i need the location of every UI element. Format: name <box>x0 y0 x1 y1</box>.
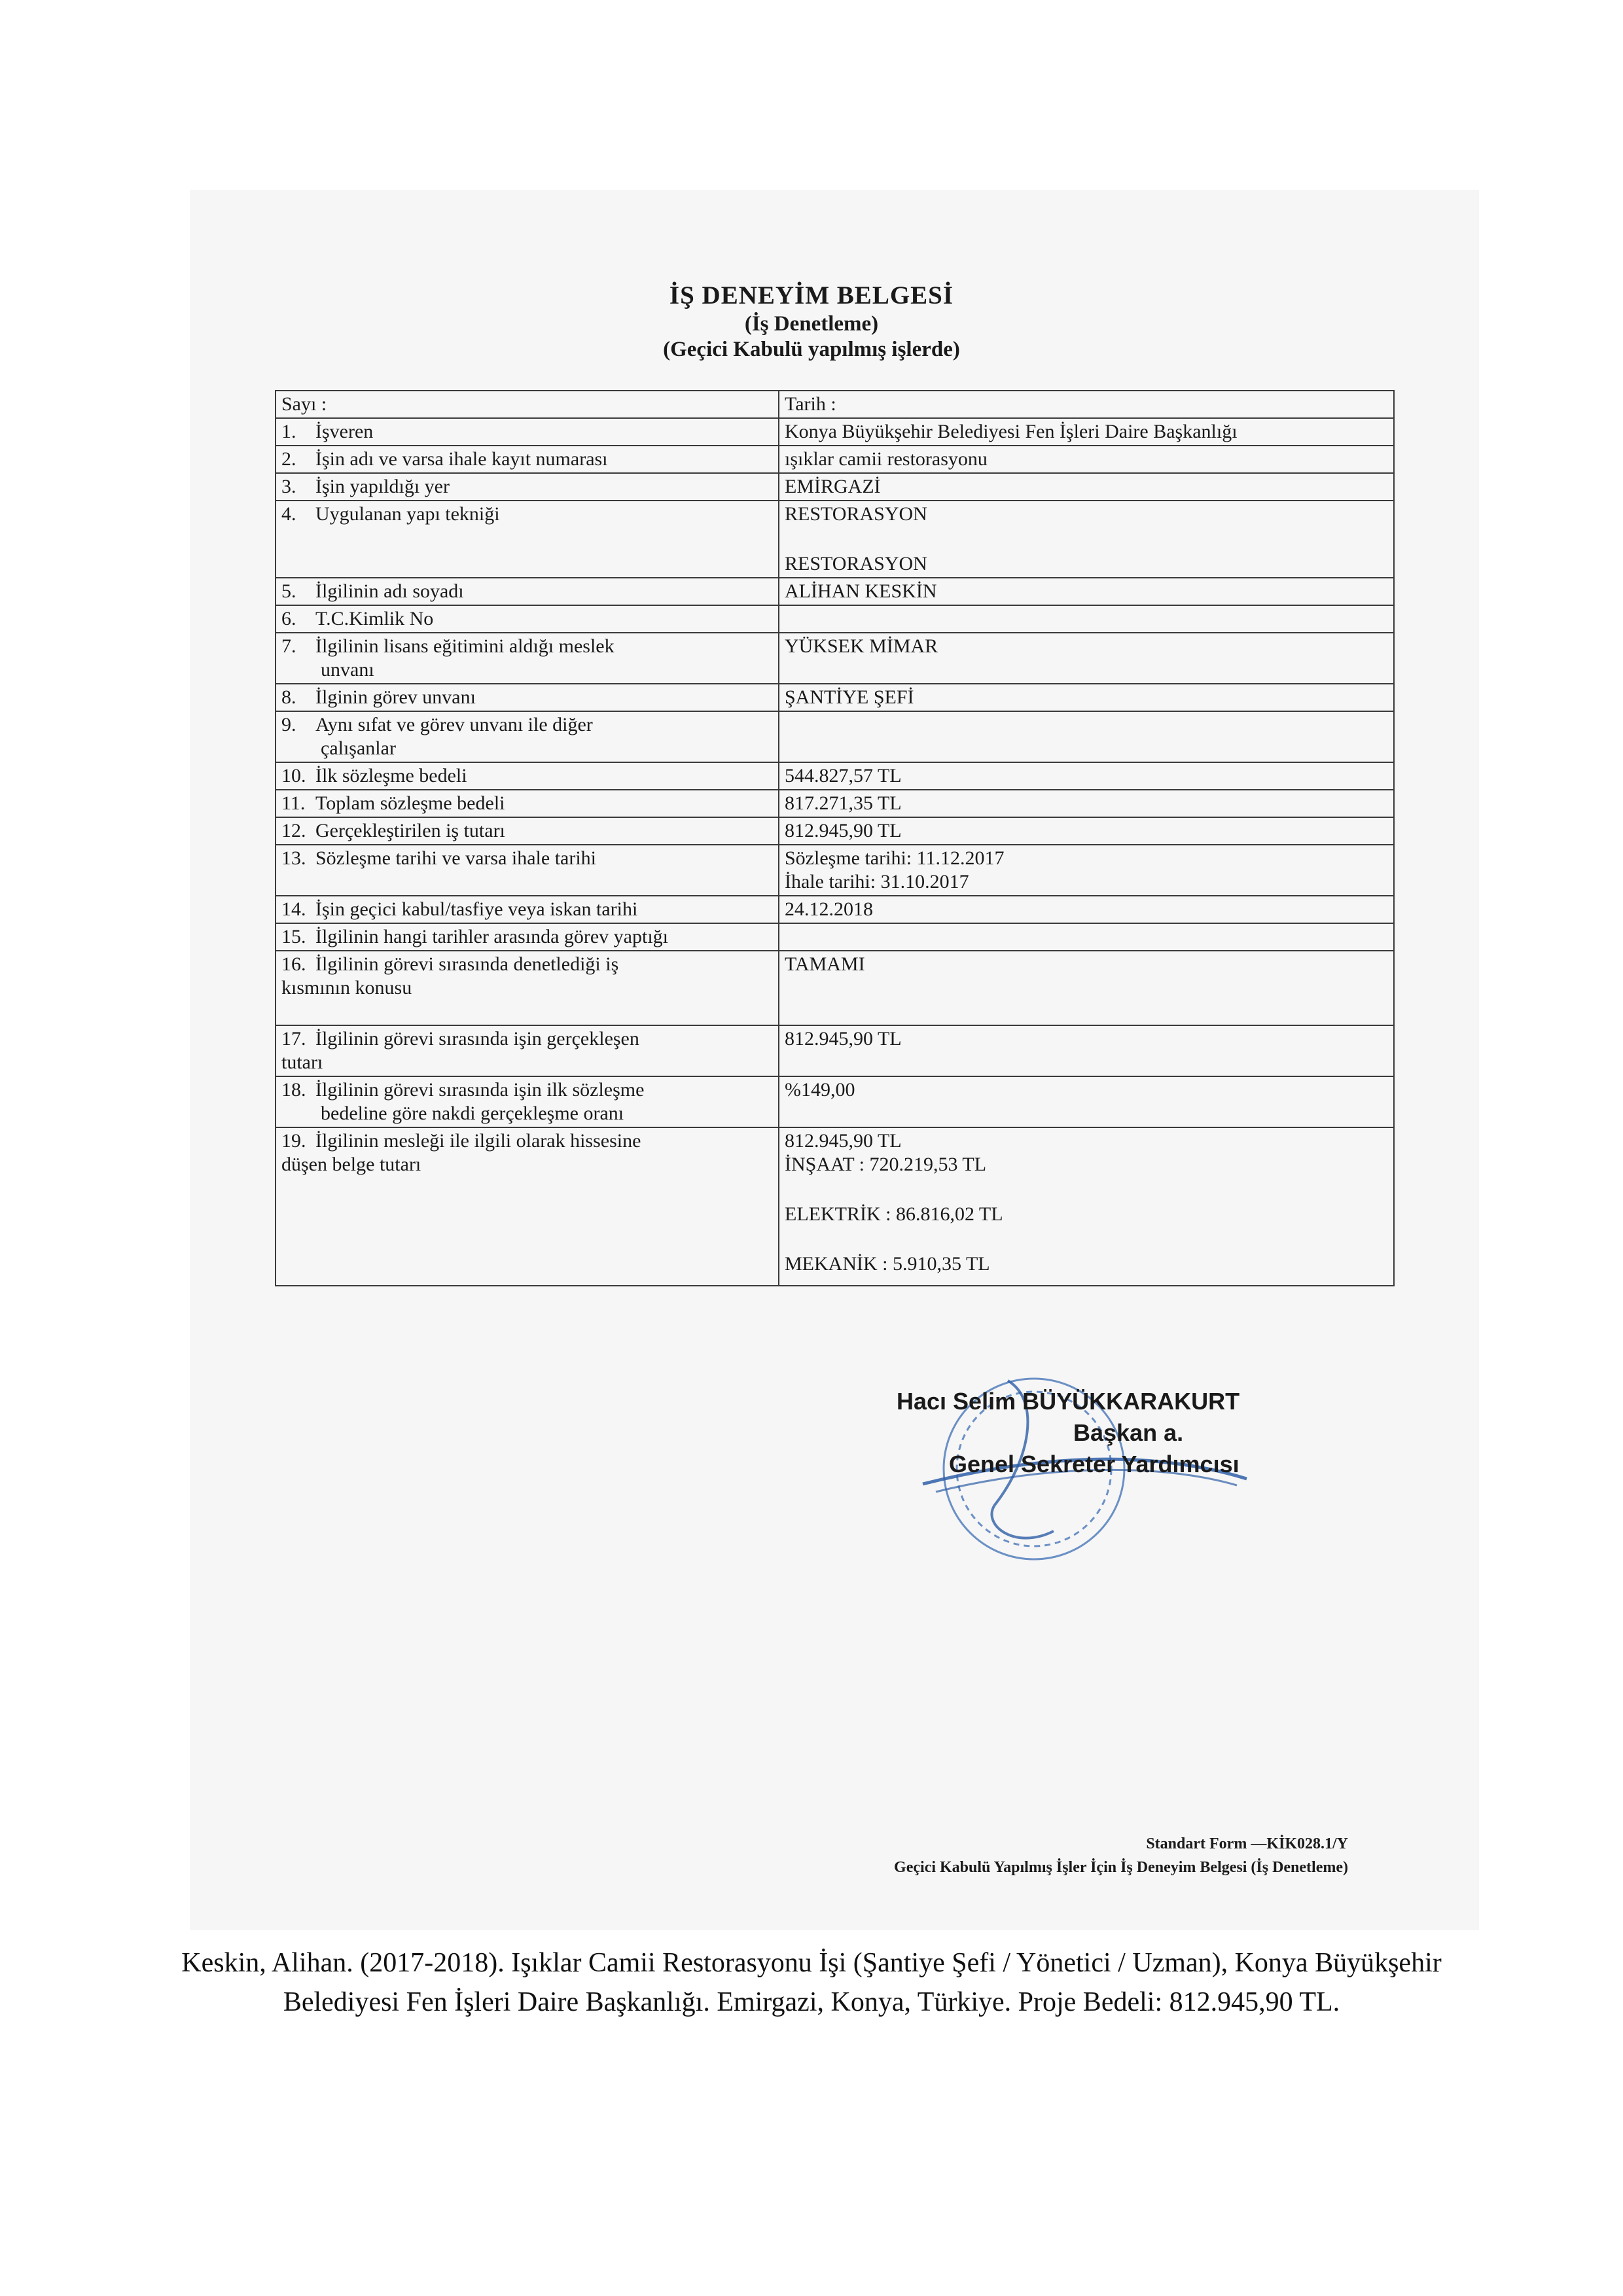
table-row <box>276 501 1394 578</box>
row-number: 16. <box>281 953 306 975</box>
row-label: İlgilinin görevi sırasında denetlediği iş <box>315 953 619 975</box>
table-row <box>276 633 1394 684</box>
citation-text: Keskin, Alihan. (2017-2018). Işıklar Camii Restorasyonu İşi (Şantiye Şefi / Yönetici / Uzman), Konya Büyükşehir Belediyesi Fen İşleri Daire Başkanlığı. Emirgazi, Konya, Türkiye. Proje Bedeli: 812.945,90 TL. <box>181 1948 1442 2017</box>
row-label-cont: çalışanlar <box>321 737 396 759</box>
form-footer <box>733 1832 1348 1879</box>
sayi-label: Sayı : <box>276 391 779 418</box>
row-label-cont: düşen belge tutarı <box>281 1154 421 1175</box>
signatory-role: Başkan a. <box>1073 1419 1184 1446</box>
row-number: 7. <box>281 635 296 657</box>
row-value: Konya Büyükşehir Belediyesi Fen İşleri Daire Başkanlığı <box>779 418 1394 446</box>
row-value-2: İhale tarihi: 31.10.2017 <box>785 871 969 892</box>
row-label-cont: tutarı <box>281 1051 323 1073</box>
table-row <box>276 473 1394 501</box>
row-label: Toplam sözleşme bedeli <box>315 792 505 814</box>
row-label: İlgilinin adı soyadı <box>315 580 464 602</box>
table-row <box>276 1127 1394 1286</box>
row-label: İşin geçici kabul/tasfiye veya iskan tarihi <box>315 898 638 920</box>
row-number: 5. <box>281 580 296 602</box>
experience-form-table <box>275 390 1395 1286</box>
row-value: %149,00 <box>779 1076 1394 1127</box>
row-label: Uygulanan yapı tekniği <box>315 503 500 525</box>
row-label: İlgilinin görevi sırasında işin gerçekleşen <box>315 1028 639 1050</box>
row-value <box>779 711 1394 762</box>
row-value: Sözleşme tarihi: 11.12.2017 <box>785 847 1005 869</box>
row-value: ŞANTİYE ŞEFİ <box>779 684 1394 711</box>
row-number: 9. <box>281 714 296 735</box>
row-value <box>779 605 1394 633</box>
row-number: 19. <box>281 1130 306 1152</box>
row-number: 8. <box>281 686 296 708</box>
row-label: İşin yapıldığı yer <box>315 476 450 497</box>
table-row <box>276 762 1394 790</box>
row-label-cont: kısmının konusu <box>281 977 412 998</box>
row-label: İlgilinin lisans eğitimini aldığı meslek <box>315 635 615 657</box>
row-value: 812.945,90 TL <box>785 1130 902 1152</box>
document-header <box>0 280 1623 362</box>
row-value: 812.945,90 TL <box>779 1025 1394 1076</box>
row-number: 17. <box>281 1028 306 1050</box>
row-label: İşin adı ve varsa ihale kayıt numarası <box>315 448 608 470</box>
row-label: İlk sözleşme bedeli <box>315 765 467 786</box>
row-value-2: İNŞAAT : 720.219,53 TL <box>785 1154 987 1175</box>
table-row <box>276 896 1394 923</box>
row-number: 13. <box>281 847 306 869</box>
row-label: İlgilinin mesleği ile ilgili olarak hissesine <box>315 1130 641 1152</box>
table-row <box>276 1076 1394 1127</box>
signatory-title: Genel Sekreter Yardımcısı <box>949 1451 1240 1477</box>
document-subtitle-2: (Geçici Kabulü yapılmış işlerde) <box>663 338 960 361</box>
row-value: EMİRGAZİ <box>779 473 1394 501</box>
row-value-2: RESTORASYON <box>785 553 927 574</box>
row-value: YÜKSEK MİMAR <box>779 633 1394 684</box>
row-label-cont: unvanı <box>321 659 374 680</box>
row-label: İlgilinin hangi tarihler arasında görev yaptığı <box>315 926 669 947</box>
row-label: İlginin görev unvanı <box>315 686 476 708</box>
row-number: 3. <box>281 476 296 497</box>
row-number: 12. <box>281 820 306 841</box>
row-value: 24.12.2018 <box>779 896 1394 923</box>
table-row <box>276 684 1394 711</box>
document-title: İŞ DENEYİM BELGESİ <box>669 281 954 309</box>
row-label: Aynı sıfat ve görev unvanı ile diğer <box>315 714 593 735</box>
table-row <box>276 951 1394 1025</box>
row-value-3: ELEKTRİK : 86.816,02 TL <box>785 1203 1003 1225</box>
row-value <box>779 923 1394 951</box>
table-row <box>276 418 1394 446</box>
form-description: Geçici Kabulü Yapılmış İşler İçin İş Deneyim Belgesi (İş Denetleme) <box>894 1859 1348 1876</box>
row-number: 14. <box>281 898 306 920</box>
row-number: 2. <box>281 448 296 470</box>
row-number: 4. <box>281 503 296 525</box>
table-row <box>276 605 1394 633</box>
tarih-label: Tarih : <box>779 391 1394 418</box>
signatory-name: Hacı Selim BÜYÜKKARAKURT <box>897 1388 1240 1415</box>
table-row <box>276 578 1394 605</box>
row-value: RESTORASYON <box>785 503 927 525</box>
row-value: TAMAMI <box>779 951 1394 1025</box>
row-number: 6. <box>281 608 296 629</box>
document-subtitle: (İş Denetleme) <box>744 312 879 336</box>
form-code: Standart Form —KİK028.1/Y <box>1146 1835 1348 1852</box>
row-number: 18. <box>281 1079 306 1101</box>
row-label: Sözleşme tarihi ve varsa ihale tarihi <box>315 847 597 869</box>
row-number: 10. <box>281 765 306 786</box>
signature-block <box>877 1386 1348 1480</box>
table-row <box>276 817 1394 845</box>
table-row <box>276 790 1394 817</box>
row-value: ALİHAN KESKİN <box>779 578 1394 605</box>
row-value: ışıklar camii restorasyonu <box>779 446 1394 473</box>
row-value: 817.271,35 TL <box>779 790 1394 817</box>
row-value: 544.827,57 TL <box>779 762 1394 790</box>
row-value: 812.945,90 TL <box>779 817 1394 845</box>
table-row <box>276 711 1394 762</box>
row-number: 15. <box>281 926 306 947</box>
table-row <box>276 391 1394 418</box>
row-label: İlgilinin görevi sırasında işin ilk sözleşme <box>315 1079 645 1101</box>
table-row <box>276 845 1394 896</box>
row-label: İşveren <box>315 421 374 442</box>
row-label: T.C.Kimlik No <box>315 608 434 629</box>
row-label: Gerçekleştirilen iş tutarı <box>315 820 505 841</box>
table-row <box>276 446 1394 473</box>
row-label-cont: bedeline göre nakdi gerçekleşme oranı <box>321 1103 624 1124</box>
table-row <box>276 923 1394 951</box>
table-row <box>276 1025 1394 1076</box>
row-number: 1. <box>281 421 296 442</box>
row-value-4: MEKANİK : 5.910,35 TL <box>785 1253 990 1275</box>
row-number: 11. <box>281 792 306 814</box>
